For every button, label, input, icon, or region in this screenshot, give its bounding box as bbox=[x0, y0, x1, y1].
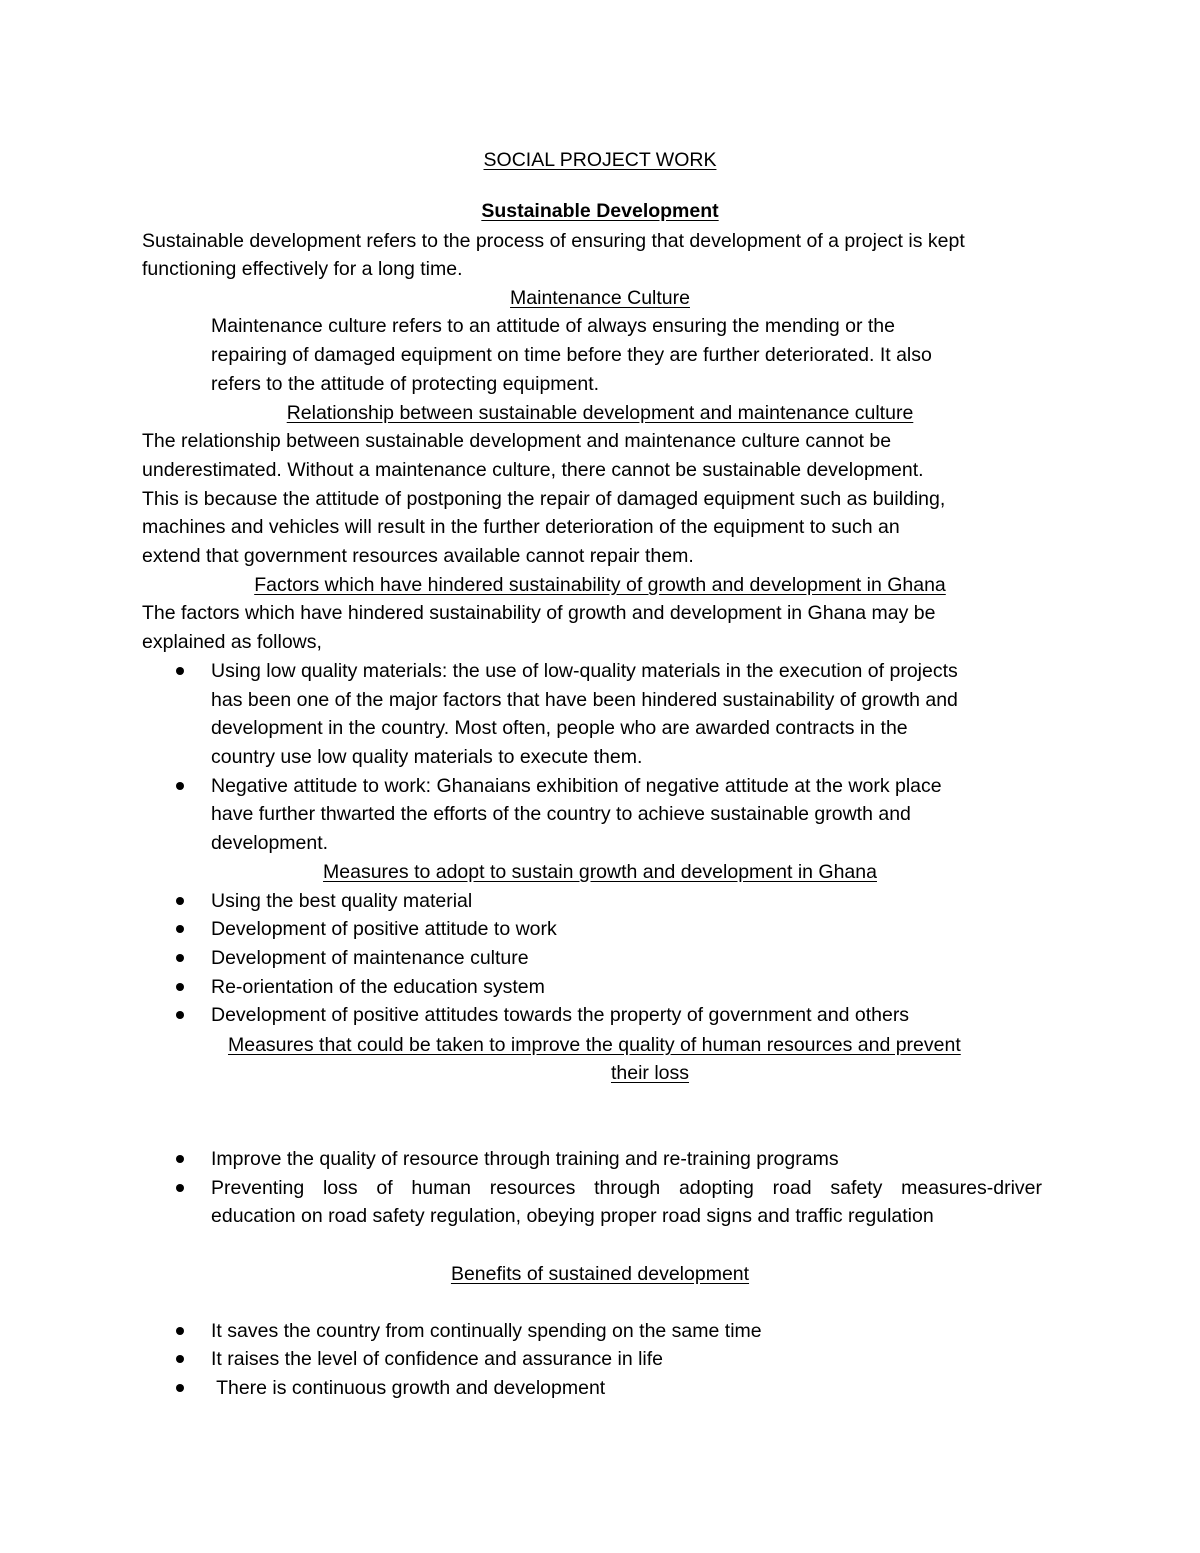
list-item: It saves the country from continually spending on the same time bbox=[211, 1320, 762, 1342]
list-item-line: education on road safety regulation, obeying proper road signs and traffic regulation bbox=[211, 1205, 934, 1227]
list-item-line: development in the country. Most often, people who are awarded contracts in the bbox=[211, 717, 908, 739]
list-item-line: country use low quality materials to execute them. bbox=[211, 746, 643, 768]
list-item-line: has been one of the major factors that have been hindered sustainability of growth and bbox=[211, 689, 958, 711]
paragraph-line: machines and vehicles will result in the further deterioration of the equipment to such an bbox=[142, 516, 900, 538]
list-item: Re-orientation of the education system bbox=[211, 976, 545, 998]
sustainable-development-heading: Sustainable Development bbox=[481, 200, 719, 222]
document-title: SOCIAL PROJECT WORK bbox=[483, 149, 717, 171]
bullet-dot-icon bbox=[176, 1184, 184, 1192]
list-item-line: Preventing loss of human resources through adopting road safety measures-driver bbox=[211, 1177, 1042, 1199]
human-resources-heading-continued: their loss bbox=[610, 1062, 690, 1084]
bullet-dot-icon bbox=[176, 925, 184, 933]
measures-heading: Measures to adopt to sustain growth and development in Ghana bbox=[323, 861, 877, 883]
paragraph-line: This is because the attitude of postponing the repair of damaged equipment such as building, bbox=[142, 488, 946, 510]
factors-heading: Factors which have hindered sustainability of growth and development in Ghana bbox=[254, 574, 946, 596]
paragraph-line: underestimated. Without a maintenance culture, there cannot be sustainable development. bbox=[142, 459, 924, 481]
list-item-line: have further thwarted the efforts of the country to achieve sustainable growth and bbox=[211, 803, 911, 825]
list-item-line: development. bbox=[211, 832, 329, 854]
list-item: Development of positive attitude to work bbox=[211, 918, 557, 940]
list-item: Development of maintenance culture bbox=[211, 947, 529, 969]
benefits-heading: Benefits of sustained development bbox=[450, 1263, 750, 1285]
paragraph-line: refers to the attitude of protecting equipment. bbox=[211, 373, 600, 395]
relationship-heading: Relationship between sustainable development and maintenance culture bbox=[286, 402, 914, 424]
list-item-line: Using low quality materials: the use of low-quality materials in the execution of projects bbox=[211, 660, 958, 682]
list-item-line: Negative attitude to work: Ghanaians exhibition of negative attitude at the work place bbox=[211, 775, 942, 797]
paragraph-line: extend that government resources available cannot repair them. bbox=[142, 545, 694, 567]
bullet-dot-icon bbox=[176, 1327, 184, 1335]
paragraph-line: The factors which have hindered sustainability of growth and development in Ghana may be bbox=[142, 602, 936, 624]
bullet-dot-icon bbox=[176, 954, 184, 962]
bullet-dot-icon bbox=[176, 667, 184, 675]
list-item: It raises the level of confidence and assurance in life bbox=[211, 1348, 664, 1370]
bullet-dot-icon bbox=[176, 1011, 184, 1019]
bullet-dot-icon bbox=[176, 1155, 184, 1163]
paragraph-line: Maintenance culture refers to an attitude of always ensuring the mending or the bbox=[211, 315, 895, 337]
paragraph-line: functioning effectively for a long time. bbox=[142, 258, 463, 280]
document-page bbox=[142, 0, 1058, 1553]
list-item: Development of positive attitudes towards the property of government and others bbox=[211, 1004, 910, 1026]
paragraph-line: Sustainable development refers to the process of ensuring that development of a project is kept bbox=[142, 230, 965, 252]
list-item: There is continuous growth and development bbox=[211, 1377, 606, 1399]
list-item-line: Improve the quality of resource through training and re-training programs bbox=[211, 1148, 839, 1170]
bullet-dot-icon bbox=[176, 983, 184, 991]
bullet-dot-icon bbox=[176, 897, 184, 905]
paragraph-line: The relationship between sustainable development and maintenance culture cannot be bbox=[142, 430, 892, 452]
list-item: Using the best quality material bbox=[211, 890, 473, 912]
paragraph-line: explained as follows, bbox=[142, 631, 322, 653]
maintenance-culture-heading: Maintenance Culture bbox=[510, 287, 690, 309]
paragraph-line: repairing of damaged equipment on time before they are further deteriorated. It also bbox=[211, 344, 932, 366]
human-resources-heading: Measures that could be taken to improve the quality of human resources and prevent bbox=[228, 1034, 961, 1056]
bullet-dot-icon bbox=[176, 1384, 184, 1392]
bullet-dot-icon bbox=[176, 1355, 184, 1363]
bullet-dot-icon bbox=[176, 782, 184, 790]
